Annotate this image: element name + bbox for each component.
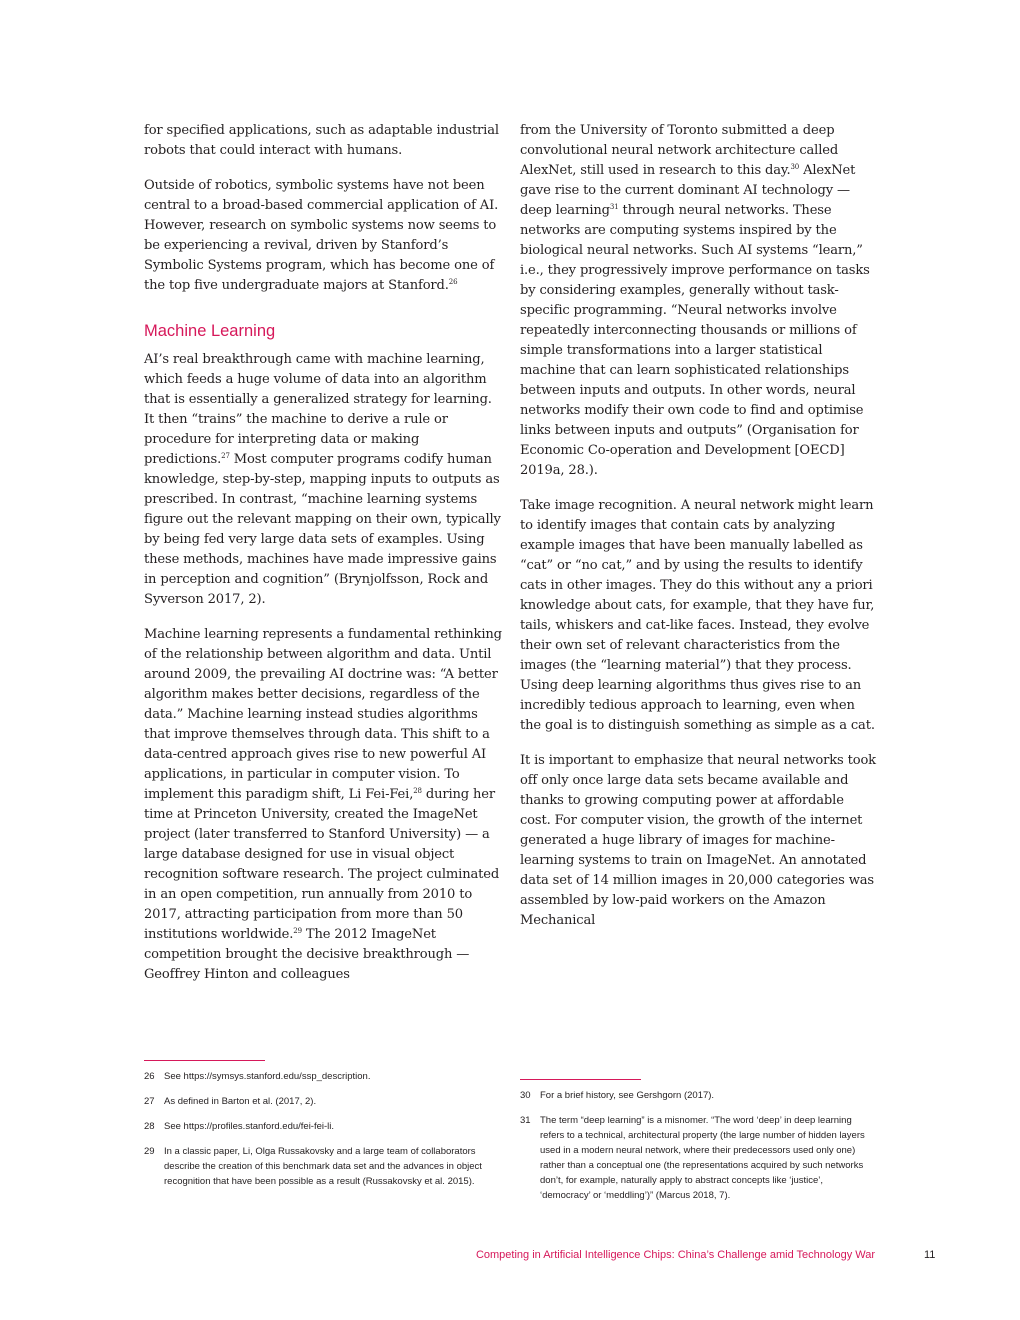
paragraph: Outside of robotics, symbolic systems have not been central to a broad-based commercial application of AI. However, research on symbolic systems now seems to be experiencing a revival, driven by Stanford’s Symbolic Systems program, which has become one of the top five undergraduate majors at Stanford.$^{26}$ [144, 178, 499, 293]
footnote-ref[interactable]: 26 [448, 278, 458, 286]
running-footer-title: Competing in Artificial Intelligence Chips: China’s Challenge amid Technology War [475, 1249, 875, 1261]
footnote: 26 See https://symsys.stanford.edu/ssp_description. [144, 1071, 371, 1082]
footnote-ref[interactable]: 27 [221, 452, 230, 460]
left-column [144, 121, 502, 1000]
paragraph: It is important to emphasize that neural networks took off only once large data sets became available and thanks to growing computing power at affordable cost. For computer vision, the growth of the internet generated a huge library of images for machine-learning systems to train on ImageNet. An annotated data set of 14 million images in 20,000 categories was assembled by low-paid workers on the Amazon Mechanical [520, 753, 876, 928]
footnote: 29 In a classic paper, Li, Olga Russakovsky and a large team of collaborators describe the creation of this benchmark data set and the advances in object recognition that have been possible as a result (Russakovsky et al. 2015). [144, 1146, 482, 1187]
right-column [520, 121, 878, 946]
paragraph: Machine learning represents a fundamental rethinking of the relationship between algorithm and data. Until around 2009, the prevailing AI doctrine was: “A better algorithm makes better decisions, regardless of the data.” Machine learning instead studies algorithms that improve themselves through data. This shift to a data-centred approach gives rise to new powerful AI applications, in particular in computer vision. To implement this paradigm shift, Li Fei-Fei,$^{28}$ during her time at Princeton University, created the ImageNet project (later transferred to Stanford University) — a large database designed for use in visual object recognition software research. The project culminated in an open competition, run annually from 2010 to 2017, attracting participation from more than 50 institutions worldwide.$^{29}$ The 2012 ImageNet competition brought the decisive breakthrough — Geoffrey Hinton and colleagues [144, 627, 502, 982]
paragraph: from the University of Toronto submitted a deep convolutional neural network architecture called AlexNet, still used in research to this day.$^{30}$ AlexNet gave rise to the current dominant AI technology — deep learning$^{31}$ through neural networks. These networks are computing systems inspired by the biological neural networks. Such AI systems “learn,” i.e., they progressively improve performance on tasks by considering examples, generally without task-specific programming. “Neural networks involve repeatedly interconnecting thousands or millions of simple transformations into a larger statistical machine that can learn sophisticated relationships between inputs and outputs. In other words, neural networks modify their own code to find and optimise links between inputs and outputs” (Organisation for Economic Co-operation and Development [OECD] 2019a, 28.). [520, 123, 870, 478]
footnote-ref[interactable]: 31 [609, 203, 619, 211]
footnote: 28 See https://profiles.stanford.edu/fei-fei-li. [144, 1121, 335, 1132]
footnote-ref[interactable]: 30 [790, 163, 800, 171]
footnote: 31 The term “deep learning” is a misnomer. “The word ‘deep’ in deep learning refers to a technical, architectural property (the large number of hidden layers used in a modern neural network, where their predecessors used only one) rather than a conceptual one (the representations acquired by such networks don’t, for example, naturally apply to abstract concepts like ‘justice’, ‘democracy’ or ‘meddling’)” (Marcus 2018, 7). [520, 1115, 865, 1201]
paragraph: AI’s real breakthrough came with machine learning, which feeds a huge volume of data into an algorithm that is essentially a generalized strategy for learning. It then “trains” the machine to derive a rule or procedure for interpreting data or making predictions.$^{27}$ Most computer programs codify human knowledge, step-by-step, mapping inputs to outputs as prescribed. In contrast, “machine learning systems figure out the relevant mapping on their own, typically by being fed very large data sets of examples. Using these methods, machines have made impressive gains in perception and cognition” (Brynjolfsson, Rock and Syverson 2017, 2). [144, 352, 501, 607]
footnotes-right [520, 1088, 865, 1213]
footnote: 30 For a brief history, see Gershgorn (2017). [520, 1090, 715, 1101]
footnote: 27 As defined in Barton et al. (2017, 2). [144, 1096, 317, 1107]
footnote-ref[interactable]: 28 [413, 787, 422, 795]
page-number: 11 [924, 1249, 936, 1261]
footnote-ref[interactable]: 29 [293, 927, 302, 935]
paragraph: for specified applications, such as adaptable industrial robots that could interact with humans. [144, 123, 499, 158]
paragraph: Take image recognition. A neural network might learn to identify images that contain cats by analyzing example images that have been manually labelled as “cat” or “no cat,” and by using the results to identify cats in other images. They do this without any a priori knowledge about cats, for example, that they have fur, tails, whiskers and cat-like faces. Instead, they evolve their own set of relevant characteristics from the images (the “learning material”) that they process. Using deep learning algorithms thus gives rise to an incredibly tedious approach to learning, even when the goal is to distinguish something as simple as a cat. [520, 498, 875, 733]
footnote-divider [144, 1060, 265, 1061]
section-heading: Machine Learning [144, 322, 276, 340]
footnotes-left [144, 1069, 489, 1199]
footnote-divider [520, 1079, 641, 1080]
